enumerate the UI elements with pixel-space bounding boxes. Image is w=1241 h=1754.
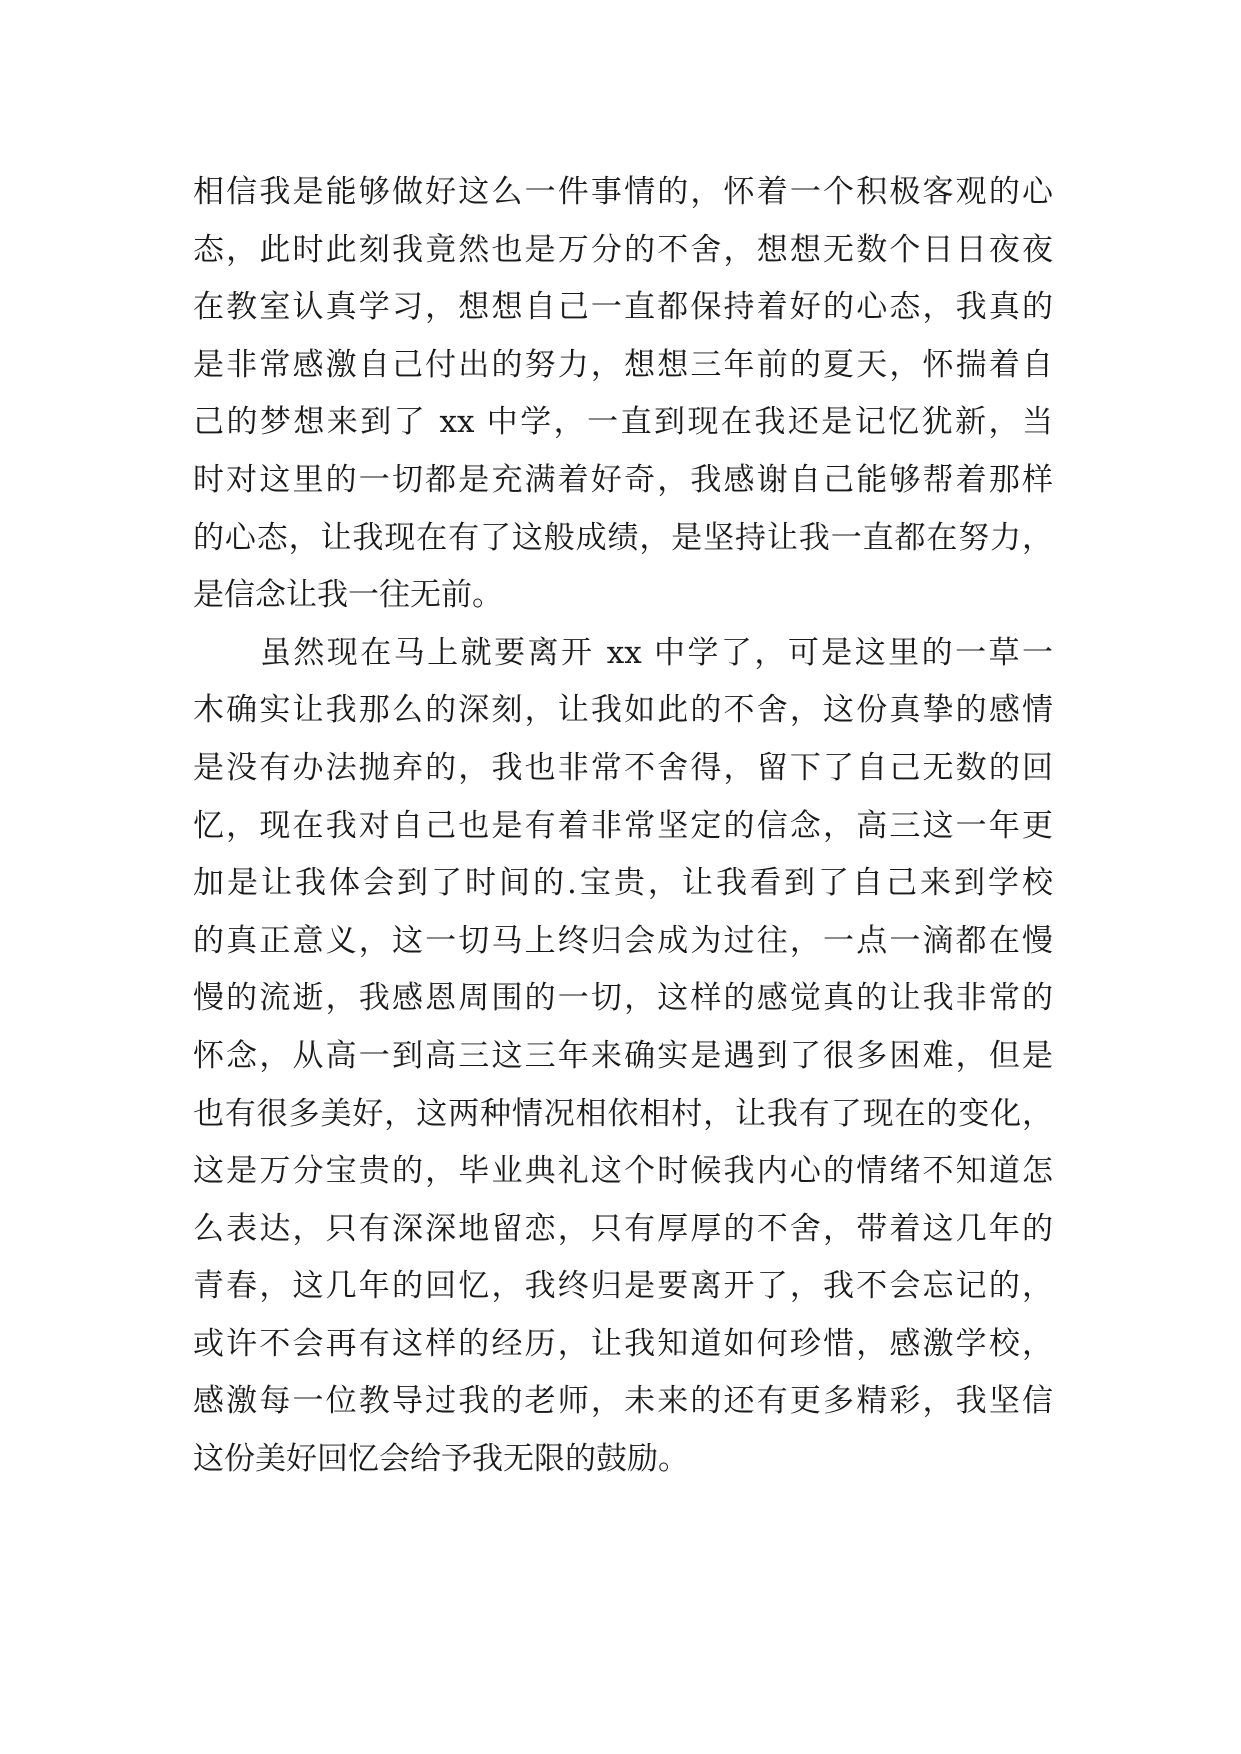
text-line: 忆，现在我对自己也是有着非常坚定的信念，高三这一年更 [193,807,1053,844]
text-line: 感激每一位教导过我的老师，未来的还有更多精彩，我坚信 [193,1383,1053,1420]
text-line: 也有很多美好，这两种情况相依相村，让我有了现在的变化， [193,1095,1053,1132]
text-line: 的真正意义，这一切马上终归会成为过往，一点一滴都在慢 [193,922,1053,959]
text-line: 怀念，从高一到高三这三年来确实是遇到了很多困难，但是 [193,1037,1053,1074]
text-line: 的心态，让我现在有了这般成绩，是坚持让我一直都在努力， [193,519,1053,556]
paragraph [193,625,1053,1489]
text-line: 在教室认真学习，想想自己一直都保持着好的心态，我真的 [193,289,1053,326]
text-line: 是没有办法抛弃的，我也非常不舍得，留下了自己无数的回 [193,749,1053,786]
text-line: 慢的流逝，我感恩周围的一切，这样的感觉真的让我非常的 [193,980,1053,1017]
text-line: 青春，这几年的回忆，我终归是要离开了，我不会忘记的， [193,1268,1053,1305]
text-line: 木确实让我那么的深刻，让我如此的不舍，这份真挚的感情 [193,692,1053,729]
paragraph [193,164,1053,625]
text-line: 么表达，只有深深地留恋，只有厚厚的不舍，带着这几年的 [193,1210,1053,1247]
text-line: 这是万分宝贵的，毕业典礼这个时候我内心的情绪不知道怎 [193,1153,1053,1190]
text-line: 是非常感激自己付出的努力，想想三年前的夏天，怀揣着自 [193,346,1053,383]
text-line: 时对这里的一切都是充满着好奇，我感谢自己能够帮着那样 [193,461,1053,498]
text-line: 态，此时此刻我竟然也是万分的不舍，想想无数个日日夜夜 [193,231,1053,268]
body-text [193,164,1053,1489]
text-line: 是信念让我一往无前。 [193,577,503,614]
text-line: 加是让我体会到了时间的.宝贵，让我看到了自己来到学校 [193,865,1053,902]
text-line: 虽然现在马上就要离开 xx 中学了，可是这里的一草一 [193,634,1053,671]
text-line: 己的梦想来到了 xx 中学，一直到现在我还是记忆犹新，当 [193,404,1053,441]
text-line: 或许不会再有这样的经历，让我知道如何珍惜，感激学校， [193,1325,1053,1362]
text-line: 相信我是能够做好这么一件事情的，怀着一个积极客观的心 [193,174,1053,210]
text-line: 这份美好回忆会给予我无限的鼓励。 [193,1441,689,1478]
